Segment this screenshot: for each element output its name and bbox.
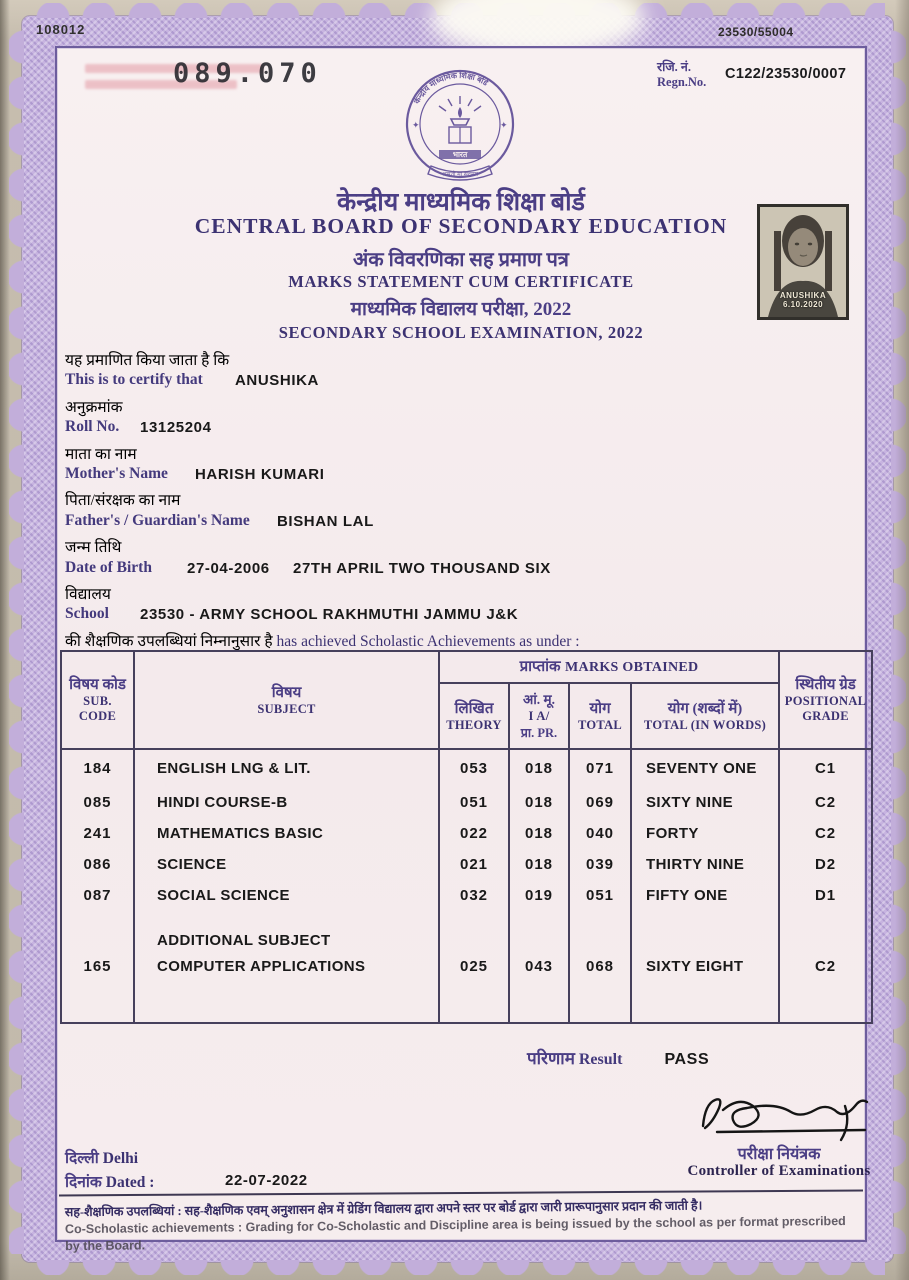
regn-no-label: रजि. नं. Regn.No. <box>657 60 707 89</box>
table-row: 184 ENGLISH LNG & LIT. 053 018 071 SEVENTY ONE C1 <box>61 749 872 787</box>
achievements-label-english: has achieved Scholastic Achievements as under : <box>276 632 580 650</box>
table-filler-row <box>61 981 872 1023</box>
col-header-total: योग TOTAL <box>569 683 631 749</box>
certify-label-hindi: यह प्रमाणित किया जाता है कि <box>65 352 230 369</box>
marks-table <box>60 650 873 1024</box>
table-row: 086 SCIENCE 021 018 039 THIRTY NINE D2 <box>61 849 872 880</box>
authority-hindi: परीक्षा नियंत्रक <box>737 1146 821 1163</box>
student-photo <box>757 204 849 320</box>
col-header-positional-grade: स्थितीय ग्रेड POSITIONAL GRADE <box>779 651 872 749</box>
seal-star-left: ✦ <box>412 120 420 130</box>
co-scholastic-note-english: Co-Scholastic achievements : Grading for Co-Scholastic and Discipline area is being issued by the school as per format prescribed by the Board. <box>64 1213 846 1254</box>
board-name-english: CENTRAL BOARD OF SECONDARY EDUCATION <box>194 214 728 238</box>
authority-block <box>669 1142 889 1180</box>
exam-title-english: SECONDARY SCHOOL EXAMINATION, 2022 <box>278 323 644 342</box>
seal-motto-text: असतो मा सद्गमय <box>441 172 479 178</box>
table-row: 085 HINDI COURSE-B 051 018 069 SIXTY NINE C2 <box>61 787 872 818</box>
regn-no-value: C122/23530/0007 <box>725 66 847 82</box>
col-header-marks-obtained: प्राप्तांक MARKS OBTAINED <box>439 651 779 683</box>
table-row: 087 SOCIAL SCIENCE 032 019 051 FIFTY ONE D1 <box>61 880 872 911</box>
mother-label-hindi: माता का नाम <box>65 445 137 463</box>
dob-label-english: Date of Birth <box>65 558 152 576</box>
controller-signature <box>695 1086 880 1149</box>
perforated-serial-number: 089.070 <box>173 58 322 89</box>
seal-ring-text: केन्द्रीय माध्यमिक शिक्षा बोर्ड <box>412 70 490 106</box>
col-header-total-in-words: योग (शब्दों में) TOTAL (IN WORDS) <box>631 683 779 749</box>
certificate-page <box>55 46 871 1254</box>
school-label-english: School <box>65 605 109 623</box>
table-row: 241 MATHEMATICS BASIC 022 018 040 FORTY C2 <box>61 818 872 849</box>
col-header-internal-assessment: आं. मू. I A/ प्रा. PR. <box>509 683 569 749</box>
col-header-subject: विषय SUBJECT <box>134 651 439 749</box>
father-label-english: Father's / Guardian's Name <box>65 511 250 529</box>
student-details <box>65 348 805 652</box>
date-value: 22-07-2022 <box>225 1172 308 1189</box>
place-date-block <box>65 1146 308 1194</box>
school-value: 23530 - ARMY SCHOOL RAKHMUTHI JAMMU J&K <box>140 606 519 624</box>
seal-star-right: ✦ <box>500 120 508 130</box>
student-name-value: ANUSHIKA <box>235 372 319 390</box>
document-title-english: MARKS STATEMENT CUM CERTIFICATE <box>288 272 634 291</box>
achievements-label-hindi: की शैक्षणिक उपलब्धियां निम्नानुसार है <box>65 632 273 650</box>
border-scallop-right <box>891 24 906 1254</box>
seal-center-text: भारत <box>452 150 468 159</box>
place-hindi: दिल्ली <box>65 1150 99 1167</box>
board-name-hindi: केन्द्रीय माध्यमिक शिक्षा बोर्ड <box>337 189 585 216</box>
dob-in-words: 27TH APRIL TWO THOUSAND SIX <box>293 559 551 577</box>
mother-name-value: HARISH KUMARI <box>195 465 325 483</box>
result-label-english: Result <box>578 1051 623 1068</box>
border-scallop-bottom <box>30 1260 885 1275</box>
authority-english: Controller of Examinations <box>687 1163 871 1179</box>
roll-label-english: Roll No. <box>65 418 120 436</box>
footer-divider <box>59 1190 863 1197</box>
co-scholastic-note-hindi: सह-शैक्षणिक उपलब्धियां : सह-शैक्षणिक एवम् अनुशासन क्षेत्र में ग्रेडिंग विद्यालय द्वारा अपने स्तर पर बोर्ड द्वारा जारी प्रारूपानुसार प्रदान की जाती है। <box>64 1198 703 1220</box>
additional-subject-label-row: ADDITIONAL SUBJECT <box>61 911 872 951</box>
border-scallop-left <box>9 24 24 1254</box>
col-header-subject-code: विषय कोड SUB. CODE <box>61 651 134 749</box>
serial-number-top-right: 23530/55004 <box>718 25 794 39</box>
roll-number-value: 13125204 <box>140 419 212 437</box>
col-header-theory: लिखित THEORY <box>439 683 509 749</box>
father-label-hindi: पिता/संरक्षक का नाम <box>65 492 181 510</box>
result-label-hindi: परिणाम <box>527 1049 575 1068</box>
cbse-seal-logo <box>401 66 519 198</box>
photo-caption: ANUSHIKA 6.10.2020 <box>779 291 827 309</box>
school-label-hindi: विद्यालय <box>65 585 111 603</box>
father-name-value: BISHAN LAL <box>277 512 374 530</box>
roll-label-hindi: अनुक्रमांक <box>65 398 123 416</box>
table-row-additional: 165 COMPUTER APPLICATIONS 025 043 068 SIXTY EIGHT C2 <box>61 951 872 981</box>
exam-title-hindi: माध्यमिक विद्यालय परीक्षा, 2022 <box>350 299 572 320</box>
seal-lamp <box>451 119 469 125</box>
certificate-headings <box>57 184 865 345</box>
date-label-english: Dated : <box>105 1174 155 1191</box>
date-label-hindi: दिनांक <box>65 1174 102 1191</box>
dob-value: 27-04-2006 <box>187 559 270 577</box>
document-title-hindi: अंक विवरणिका सह प्रमाण पत्र <box>353 249 569 271</box>
result-line <box>527 1046 709 1069</box>
seal-lamp-flame <box>458 107 462 118</box>
serial-number-top-left: 108012 <box>36 22 86 37</box>
footnotes <box>65 1196 861 1255</box>
certify-label-english: This is to certify that <box>65 371 203 389</box>
mother-label-english: Mother's Name <box>65 464 168 482</box>
dob-label-hindi: जन्म तिथि <box>65 539 122 557</box>
place-english: Delhi <box>102 1150 139 1167</box>
result-value: PASS <box>664 1051 710 1068</box>
